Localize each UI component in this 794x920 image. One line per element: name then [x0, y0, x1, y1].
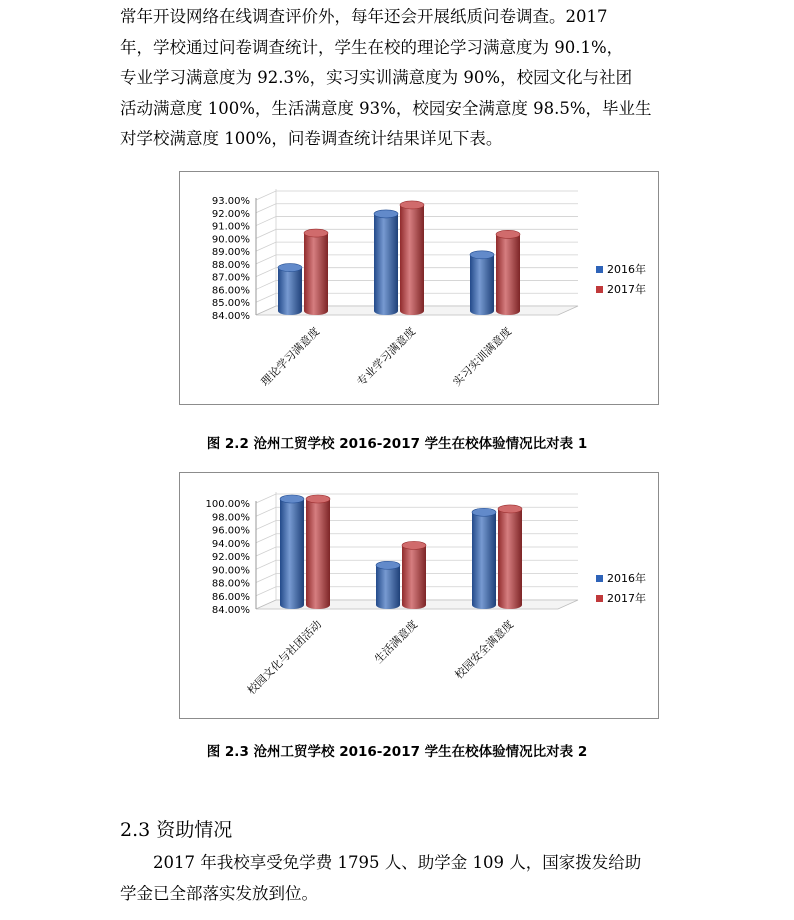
section-paragraph — [120, 848, 680, 909]
bar-2-series-1 — [376, 561, 400, 609]
gridline — [256, 507, 578, 516]
chart-2-caption: 图 2.3 沧州工贸学校 2016-2017 学生在校体验情况比对表 2 — [206, 744, 588, 760]
chart-2 — [179, 472, 659, 719]
y-tick-label: 85.00% — [211, 298, 250, 310]
y-tick-label: 87.00% — [211, 272, 250, 284]
y-tick-label: 100.00% — [205, 499, 250, 510]
bar-3-series-1 — [472, 508, 496, 609]
intro-paragraph — [120, 2, 680, 155]
y-tick-label: 89.00% — [211, 247, 250, 259]
y-tick-label: 91.00% — [211, 221, 250, 233]
y-tick-label: 84.00% — [211, 605, 250, 616]
y-tick-label: 94.00% — [211, 538, 250, 550]
bar-1-series-2 — [304, 229, 328, 315]
section-line: 学金已全部落实发放到位。 — [120, 883, 318, 903]
chart-1 — [179, 171, 659, 405]
intro-line: 活动满意度 100%，生活满意度 93%，校园安全满意度 98.5%，毕业生 — [120, 98, 652, 118]
y-tick-label: 96.00% — [211, 525, 250, 537]
intro-line: 年，学校通过问卷调查统计，学生在校的理论学习满意度为 90.1%， — [120, 37, 624, 57]
section-line: 2017 年我校享受免学费 1795 人、助学金 109 人，国家拨发给助 — [153, 853, 642, 872]
y-tick-label: 90.00% — [211, 565, 250, 577]
gridline — [256, 521, 578, 530]
y-tick-label: 98.00% — [211, 512, 250, 524]
category-label: 生活满意度 — [372, 617, 421, 667]
legend-swatch — [596, 575, 603, 582]
gridline — [256, 191, 578, 200]
legend-label: 2016年 — [607, 572, 646, 585]
intro-line: 专业学习满意度为 92.3%，实习实训满意度为 90%，校园文化与社团 — [120, 68, 633, 88]
bar-2-series-2 — [400, 201, 424, 315]
bar-1-series-1 — [278, 264, 302, 315]
category-label: 校园安全满意度 — [452, 617, 517, 682]
legend-swatch — [596, 266, 603, 273]
bar-2-series-1 — [374, 210, 398, 315]
section-heading: 2.3 资助情况 — [120, 819, 233, 841]
y-tick-label: 92.00% — [211, 552, 250, 563]
y-tick-label: 86.00% — [211, 591, 250, 603]
bar-3-series-2 — [498, 505, 522, 609]
y-tick-label: 88.00% — [211, 578, 250, 590]
intro-line: 常年开设网络在线调查评价外，每年还会开展纸质问卷调查。2017 — [120, 7, 608, 26]
bar-2-series-2 — [402, 541, 426, 609]
legend-label: 2017年 — [607, 283, 646, 296]
legend-swatch — [596, 595, 603, 602]
chart-2-svg — [180, 473, 658, 718]
gridline — [256, 494, 578, 503]
chart-1-svg — [180, 172, 658, 404]
y-tick-label: 84.00% — [211, 311, 250, 322]
y-tick-label: 88.00% — [211, 259, 250, 271]
bar-3-series-1 — [470, 251, 494, 315]
category-label: 理论学习满意度 — [258, 324, 323, 389]
y-tick-label: 90.00% — [211, 234, 250, 246]
legend-label: 2016年 — [607, 263, 646, 276]
chart-1-caption: 图 2.2 沧州工贸学校 2016-2017 学生在校体验情况比对表 1 — [206, 436, 588, 452]
category-label: 校园文化与社团活动 — [244, 617, 325, 698]
bar-3-series-2 — [496, 230, 520, 315]
intro-line: 对学校满意度 100%，问卷调查统计结果详见下表。 — [120, 129, 503, 149]
bar-1-series-2 — [306, 495, 330, 609]
legend-label: 2017年 — [607, 592, 646, 605]
y-tick-label: 86.00% — [211, 285, 250, 297]
bar-1-series-1 — [280, 495, 304, 609]
y-tick-label: 93.00% — [211, 196, 250, 207]
category-label: 专业学习满意度 — [354, 324, 419, 389]
legend-swatch — [596, 286, 603, 293]
category-label: 实习实训满意度 — [450, 324, 515, 389]
y-tick-label: 92.00% — [211, 208, 250, 220]
